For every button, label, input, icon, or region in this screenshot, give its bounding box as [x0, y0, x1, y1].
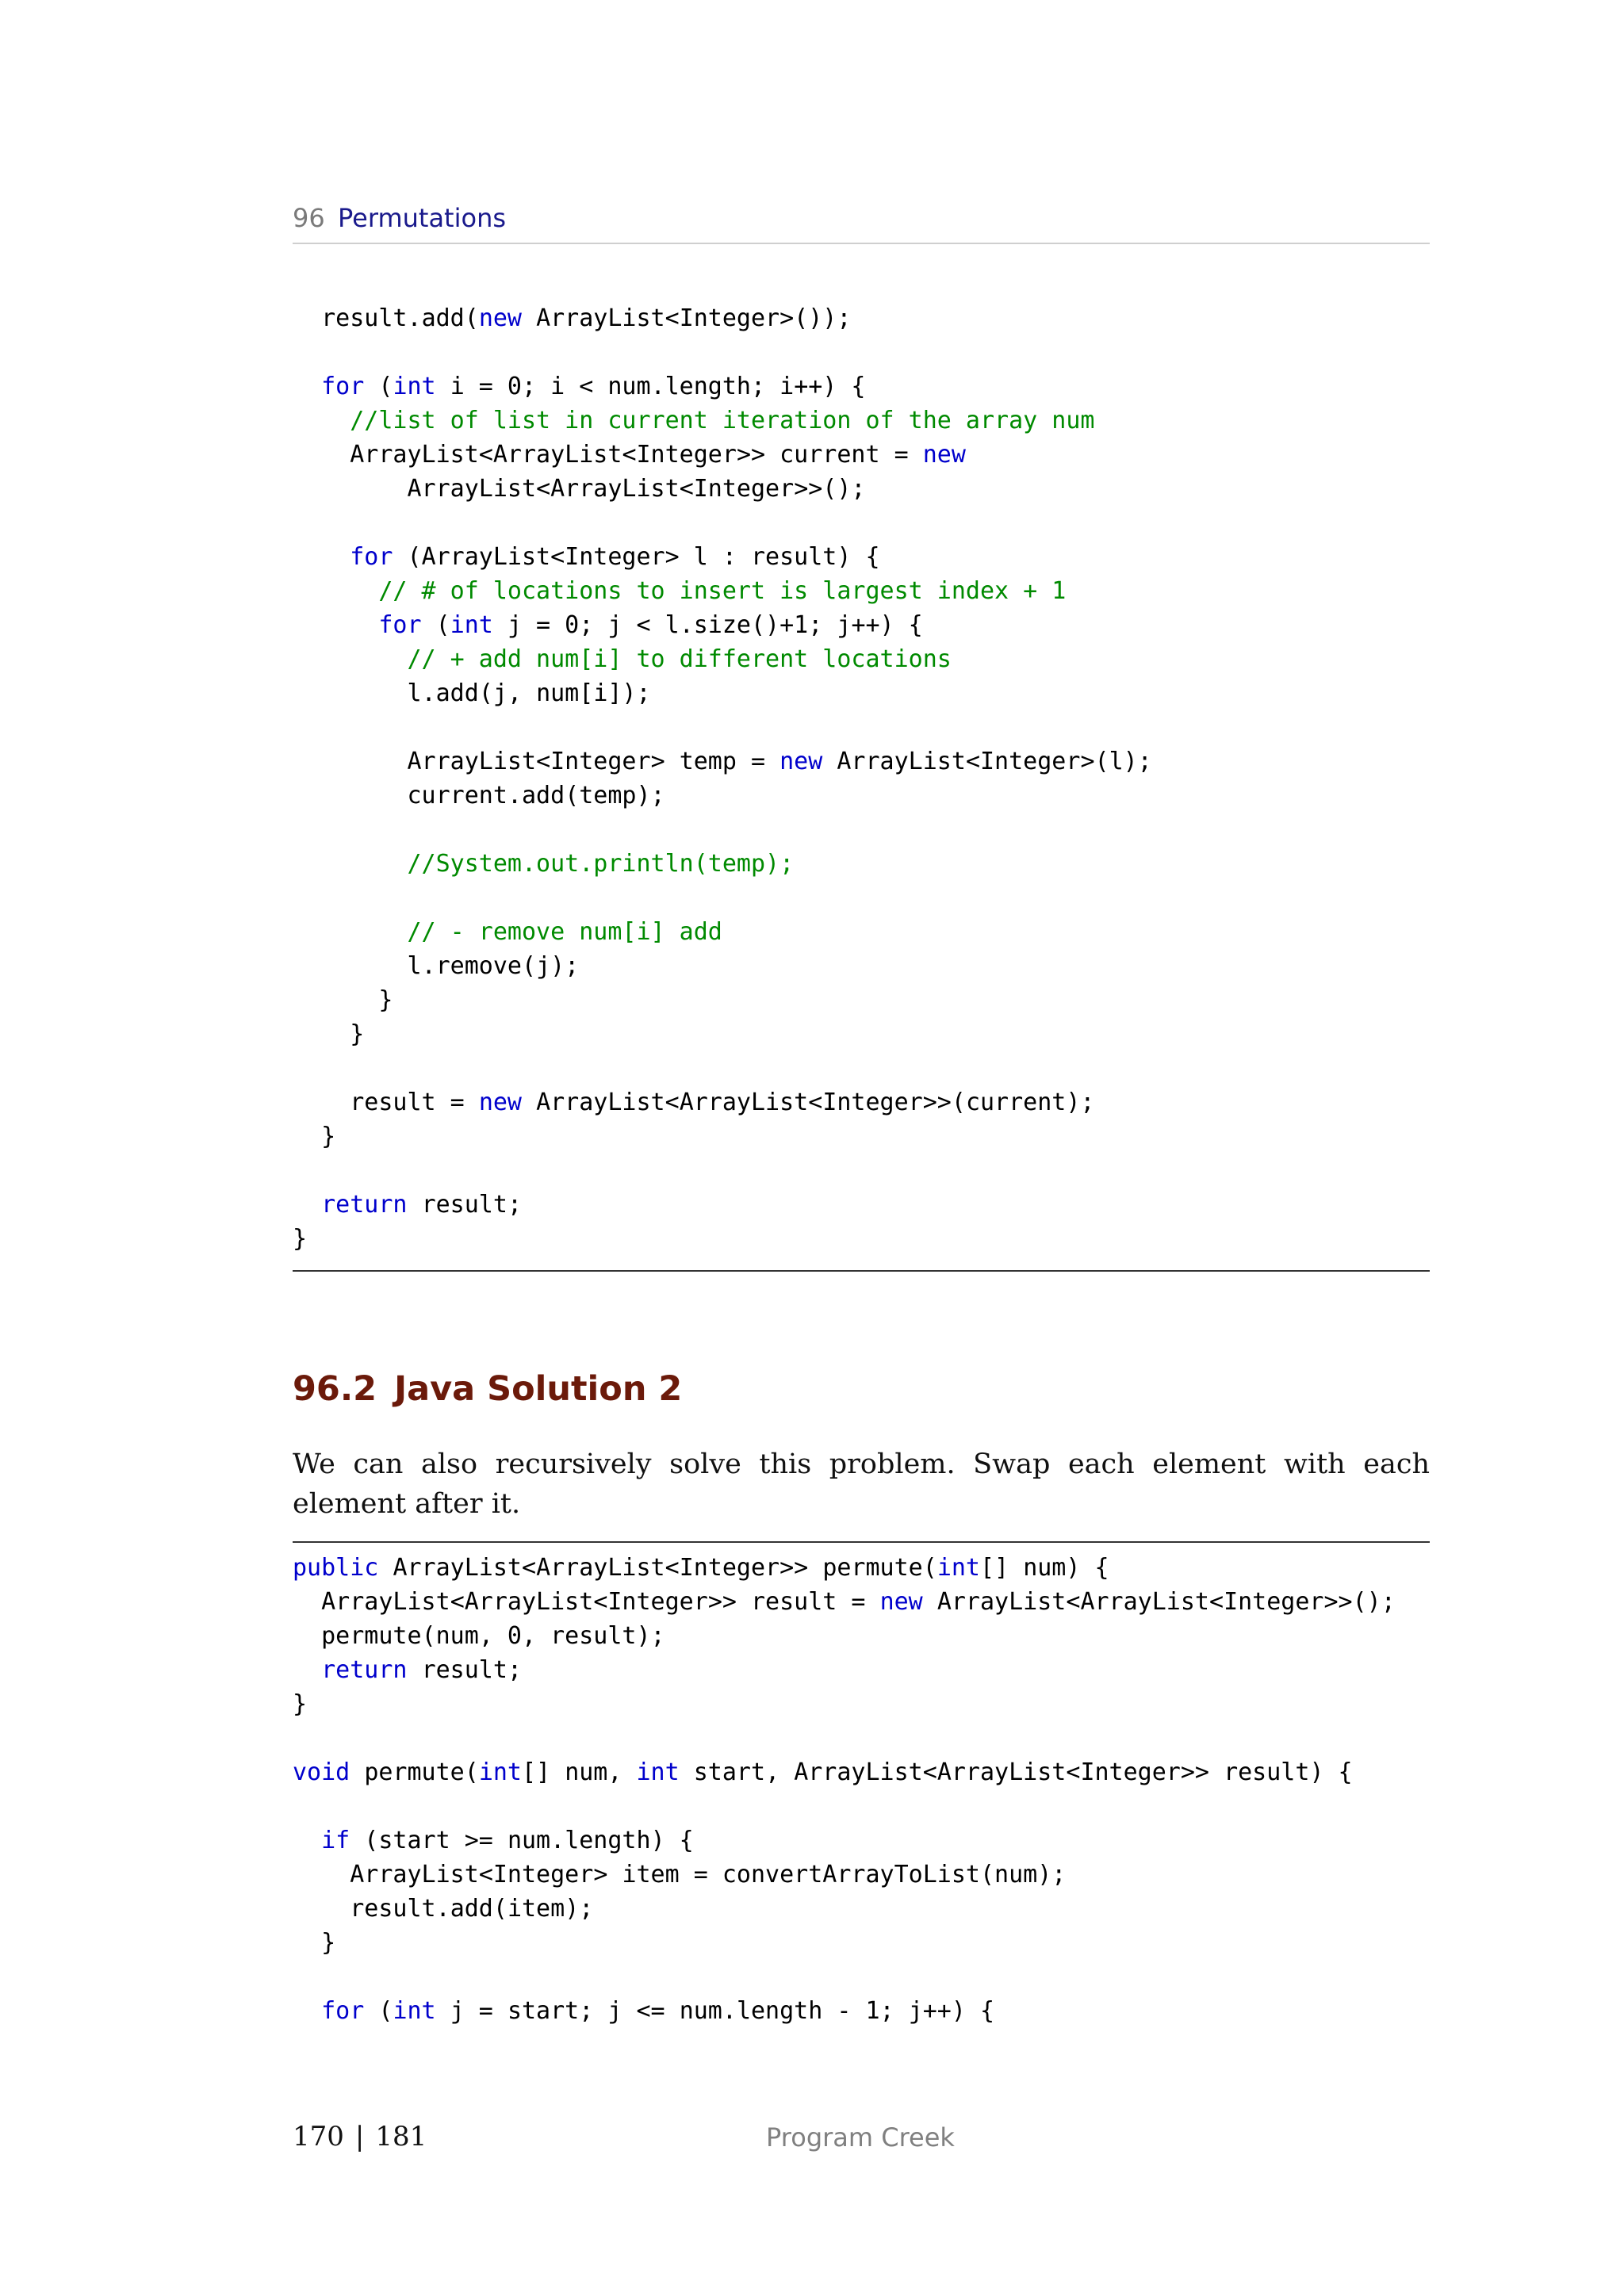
code-line: current.add(temp);: [407, 782, 665, 809]
code-line: result.add(item);: [350, 1895, 594, 1923]
code-line: }: [293, 1225, 308, 1253]
code-line: }: [293, 986, 393, 1014]
section-number: 96.2: [293, 1369, 377, 1409]
code-line: l.add(j, num[i]);: [407, 679, 651, 707]
chapter-title: Permutations: [338, 203, 507, 233]
code-line: result = new ArrayList<ArrayList<Integer>>(current);: [350, 1089, 1095, 1116]
code-line: l.remove(j);: [407, 952, 580, 980]
chapter-number: 96: [293, 203, 325, 233]
code-line: return result;: [321, 1191, 522, 1219]
code-line: ArrayList<ArrayList<Integer>> result = new ArrayList<ArrayList<Integer>>();: [321, 1588, 1396, 1616]
code-line: //System.out.println(temp);: [407, 850, 795, 878]
body-paragraph: We can also recursively solve this problem. Swap each element with each element after it.: [293, 1448, 1430, 1520]
code-line: if (start >= num.length) {: [321, 1827, 694, 1854]
code-line: permute(num, 0, result);: [321, 1622, 665, 1650]
code-line: for (int j = 0; j < l.size()+1; j++) {: [378, 611, 923, 639]
code-block-2-top-rule: [293, 1541, 1430, 1543]
code-line: public ArrayList<ArrayList<Integer>> permute(int[] num) {: [293, 1554, 1109, 1582]
code-line: ArrayList<ArrayList<Integer>> current = new: [350, 441, 966, 469]
code-line: }: [293, 1929, 336, 1957]
code-line: ArrayList<Integer> item = convertArrayToList(num);: [350, 1861, 1067, 1888]
page-separator: |: [354, 2121, 365, 2152]
code-line: result.add(new ArrayList<Integer>());: [321, 304, 852, 332]
code-line: // - remove num[i] add: [407, 918, 722, 946]
code-line: }: [293, 1123, 336, 1150]
code-line: // + add num[i] to different locations: [407, 645, 952, 673]
section-title: Java Solution 2: [394, 1369, 683, 1409]
code-line: for (ArrayList<Integer> l : result) {: [350, 543, 880, 571]
code-line: ArrayList<Integer> temp = new ArrayList<Integer>(l);: [407, 748, 1152, 775]
code-line: ArrayList<ArrayList<Integer>>();: [407, 475, 866, 503]
code-line: }: [293, 1690, 308, 1718]
footer-site-name: Program Creek: [766, 2122, 955, 2152]
code-line: for (int i = 0; i < num.length; i++) {: [321, 373, 866, 400]
page-total: 181: [375, 2121, 427, 2152]
code-line: for (int j = start; j <= num.length - 1; j++) {: [321, 1997, 995, 2025]
code-block-1-bottom-rule: [293, 1270, 1430, 1272]
page-number: 170: [293, 2121, 344, 2152]
running-header: [293, 203, 1430, 244]
code-line: // # of locations to insert is largest index + 1: [378, 577, 1067, 605]
code-line: //list of list in current iteration of the array num: [350, 407, 1095, 434]
section-heading: [293, 1365, 682, 1413]
code-line: void permute(int[] num, int start, ArrayList<ArrayList<Integer>> result) {: [293, 1758, 1353, 1786]
code-line: }: [293, 1020, 365, 1048]
code-line: return result;: [321, 1656, 522, 1684]
